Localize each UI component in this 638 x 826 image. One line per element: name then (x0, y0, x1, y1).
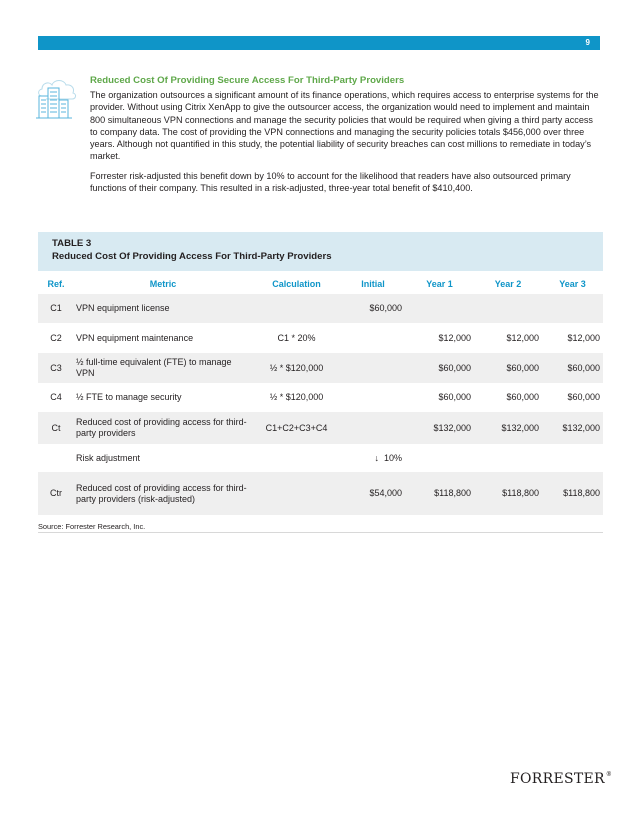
cell-initial (341, 412, 405, 444)
page-number: 9 (585, 38, 590, 47)
cell-initial (341, 444, 405, 472)
cell-year-2: $118,800 (474, 472, 542, 515)
column-header-initial: Initial (361, 278, 385, 289)
table-row (38, 353, 603, 383)
cell-year-2 (474, 444, 542, 472)
cell-year-1 (405, 444, 474, 472)
table-title: Reduced Cost Of Providing Access For Third-Party Providers (52, 251, 332, 262)
column-header-year-2: Year 2 (494, 278, 522, 289)
cell-year-2: $60,000 (474, 353, 542, 383)
cost-table (38, 273, 603, 515)
page-header-bar (38, 36, 600, 50)
cell-year-2 (474, 294, 542, 323)
cell-initial (341, 323, 405, 353)
table-caption (38, 232, 603, 271)
cell-metric: VPN equipment license (74, 294, 252, 323)
cell-year-3 (542, 444, 603, 472)
cell-year-3: $60,000 (567, 392, 600, 402)
cell-metric: Reduced cost of providing access for third-party providers (74, 412, 252, 444)
cell-ref (38, 444, 74, 472)
cloud-buildings-icon (34, 74, 80, 120)
benefit-paragraph: The organization outsources a significant amount of its finance operations, which requires access to enterprise systems for the provider. Without using Citrix XenApp to give the outsourcer access, the organization would need to implement and maintain 800 simultaneous VPN connections and manage the security policies that would be required when giving a third party access to company data. The cost of providing the VPN connections and managing the security policies totals $456,000 over three years. Although not quantified in this study, the potential liability of security breaches can cost millions to remediate in today’s market. (90, 90, 599, 162)
cell-ref: Ctr (38, 472, 74, 515)
benefit-heading: Reduced Cost Of Providing Secure Access For Third-Party Providers (90, 75, 405, 86)
cell-year-1: $132,000 (405, 412, 474, 444)
cell-initial (341, 353, 405, 383)
cell-year-1: $60,000 (405, 353, 474, 383)
table-source: Source: Forrester Research, Inc. (38, 522, 146, 531)
cell-calculation: C1 * 20% (277, 332, 316, 343)
cell-year-3: $132,000 (542, 412, 603, 444)
table-row-risk-adjusted-total (38, 472, 603, 515)
cell-calculation: ½ * $120,000 (269, 392, 324, 402)
cell-metric: VPN equipment maintenance (76, 332, 194, 343)
cell-ref: C4 (50, 392, 62, 402)
cell-calculation (252, 444, 341, 472)
cell-calculation (252, 472, 341, 515)
cell-initial: $54,000 (341, 472, 405, 515)
risk-adjustment-value: 10% (383, 452, 402, 463)
divider (38, 532, 603, 533)
cell-year-3 (542, 294, 603, 323)
cell-initial (341, 383, 405, 412)
cell-year-1: $60,000 (438, 392, 471, 402)
cell-calculation (252, 294, 341, 323)
cell-metric: ½ FTE to manage security (76, 392, 182, 402)
table-header-row (38, 273, 603, 294)
cell-year-2: $12,000 (506, 332, 539, 343)
registered-mark: ® (605, 771, 613, 778)
column-header-year-3: Year 3 (559, 278, 586, 289)
cell-metric: Reduced cost of providing access for third-party providers (risk-adjusted) (74, 472, 252, 515)
cell-ref: C2 (50, 332, 62, 343)
table-label: TABLE 3 (52, 238, 92, 249)
cell-ref: Ct (38, 412, 74, 444)
column-header-metric: Metric (149, 278, 177, 289)
column-header-ref: Ref. (47, 278, 65, 289)
cell-year-2: $132,000 (474, 412, 542, 444)
cell-metric: Risk adjustment (76, 452, 141, 463)
column-header-calculation: Calculation (272, 278, 321, 289)
logo-text: FORRESTER (510, 771, 605, 787)
table-row (38, 323, 603, 353)
cell-ref: C1 (38, 294, 74, 323)
cell-year-3: $118,800 (542, 472, 603, 515)
cell-year-3: $60,000 (542, 353, 603, 383)
down-arrow-icon: ↓ (374, 452, 379, 463)
cell-metric: ½ full-time equivalent (FTE) to manage VPN (74, 353, 252, 383)
benefit-description (90, 74, 602, 194)
cell-calculation: C1+C2+C3+C4 (252, 412, 341, 444)
table-row (38, 294, 603, 323)
table-row (38, 383, 603, 412)
forrester-logo (510, 771, 612, 787)
table-row-total (38, 412, 603, 444)
cell-year-2: $60,000 (506, 392, 539, 402)
risk-adjustment-paragraph: Forrester risk-adjusted this benefit down by 10% to account for the likelihood that readers have also outsourced primary functions of their company. This resulted in a risk-adjusted, three-year total benefit of $410,400. (90, 170, 571, 194)
column-header-year-1: Year 1 (426, 278, 453, 289)
cell-year-1: $12,000 (438, 332, 471, 343)
table-row-risk-adjustment (38, 444, 603, 472)
cell-ref: C3 (38, 353, 74, 383)
cell-year-1 (405, 294, 474, 323)
cell-year-3: $12,000 (567, 332, 600, 343)
cell-initial: $60,000 (341, 294, 405, 323)
cell-calculation: ½ * $120,000 (252, 353, 341, 383)
cell-year-1: $118,800 (405, 472, 474, 515)
